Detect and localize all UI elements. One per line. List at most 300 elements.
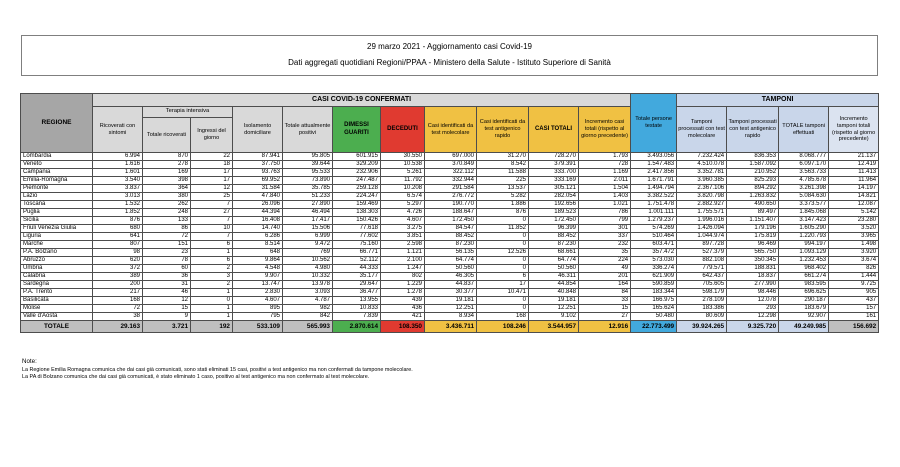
value-cell: 68.661 xyxy=(529,249,579,257)
value-cell: 5.261 xyxy=(381,169,425,177)
value-cell: 64.774 xyxy=(425,257,477,265)
value-cell: 19.181 xyxy=(425,297,477,305)
value-cell: 169 xyxy=(143,169,191,177)
table-row-piemonte xyxy=(21,185,879,193)
value-cell: 590.859 xyxy=(631,281,677,289)
value-cell: 51.233 xyxy=(283,193,333,201)
value-cell: 1.498 xyxy=(829,241,879,249)
value-cell: 157 xyxy=(829,305,879,313)
value-cell: 8.514 xyxy=(233,241,283,249)
table-row-totale xyxy=(21,321,879,333)
value-cell: 3.261.398 xyxy=(779,185,829,193)
value-cell: 3.851 xyxy=(381,233,425,241)
value-cell: 86 xyxy=(143,225,191,233)
value-cell: 1 xyxy=(191,305,233,313)
value-cell: 11.852 xyxy=(477,225,529,233)
table-row-liguria xyxy=(21,233,879,241)
value-cell: 7.232.424 xyxy=(677,153,727,161)
value-cell: 183.386 xyxy=(677,305,727,313)
value-cell: 337 xyxy=(579,233,631,241)
value-cell: 39.924.265 xyxy=(677,321,727,333)
value-cell: 3.013 xyxy=(93,193,143,201)
value-cell: 164 xyxy=(579,281,631,289)
table-row-toscana xyxy=(21,201,879,209)
value-cell: 1.532 xyxy=(93,201,143,209)
value-cell: 769 xyxy=(283,249,333,257)
value-cell: 436 xyxy=(381,305,425,313)
value-cell: 12.916 xyxy=(579,321,631,333)
value-cell: 3.674 xyxy=(829,257,879,265)
value-cell: 301 xyxy=(579,225,631,233)
group-header-casi-confermati: CASI COVID-19 CONFERMATI xyxy=(93,94,631,107)
value-cell: 232.906 xyxy=(333,169,381,177)
value-cell: 12.078 xyxy=(727,297,779,305)
region-name-cell: Molise xyxy=(21,305,93,313)
region-name-cell: P.A. Bolzano xyxy=(21,249,93,257)
value-cell: 372 xyxy=(93,265,143,273)
value-cell: 982 xyxy=(283,305,333,313)
value-cell: 836.353 xyxy=(727,153,779,161)
value-cell: 1.601 xyxy=(93,169,143,177)
value-cell: 95.533 xyxy=(283,169,333,177)
region-name-cell: Abruzzo xyxy=(21,257,93,265)
value-cell: 3.837 xyxy=(93,185,143,193)
value-cell: 50.480 xyxy=(631,313,677,321)
value-cell: 44.837 xyxy=(425,281,477,289)
value-cell: 26.096 xyxy=(233,201,283,209)
value-cell: 357.472 xyxy=(631,249,677,257)
value-cell: 9.907 xyxy=(233,273,283,281)
value-cell: 490.650 xyxy=(727,201,779,209)
report-subtitle: Dati aggregati quotidiani Regioni/PPAA - Ministero della Salute - Istituto Superiore di Sanità xyxy=(288,58,611,67)
value-cell: 56.135 xyxy=(425,249,477,257)
value-cell: 305.121 xyxy=(529,185,579,193)
value-cell: 6 xyxy=(477,273,529,281)
value-cell: 9.472 xyxy=(283,241,333,249)
col-header-totale-persone-testate: Totale persone testate xyxy=(631,94,677,153)
value-cell: 728 xyxy=(579,161,631,169)
value-cell: 1.278 xyxy=(381,289,425,297)
report-title-box xyxy=(21,35,878,76)
table-row-abruzzo xyxy=(21,257,879,265)
value-cell: 151 xyxy=(143,241,191,249)
region-name-cell: Campania xyxy=(21,169,93,177)
value-cell: 247.487 xyxy=(333,177,381,185)
value-cell: 12 xyxy=(191,185,233,193)
value-cell: 6.097.170 xyxy=(779,161,829,169)
region-name-cell: Veneto xyxy=(21,161,93,169)
value-cell: 4.785.678 xyxy=(779,177,829,185)
value-cell: 88.452 xyxy=(529,233,579,241)
region-name-cell: Emilia-Romagna xyxy=(21,177,93,185)
value-cell: 3.820.798 xyxy=(677,193,727,201)
value-cell: 437 xyxy=(829,297,879,305)
value-cell: 37.750 xyxy=(233,161,283,169)
value-cell: 87.941 xyxy=(233,153,283,161)
value-cell: 533.109 xyxy=(233,321,283,333)
value-cell: 30.377 xyxy=(425,289,477,297)
value-cell: 31.584 xyxy=(233,185,283,193)
value-cell: 3.965 xyxy=(829,233,879,241)
value-cell: 46 xyxy=(143,289,191,297)
notes-section xyxy=(22,358,862,380)
value-cell: 93.763 xyxy=(233,169,283,177)
value-cell: 5.297 xyxy=(381,201,425,209)
value-cell: 192.656 xyxy=(529,201,579,209)
col-header-tamponi-antigenico: Tamponi processati con test antigenico rapido xyxy=(727,107,779,153)
value-cell: 50.560 xyxy=(425,265,477,273)
value-cell: 12.419 xyxy=(829,161,879,169)
value-cell: 17.417 xyxy=(283,217,333,225)
value-cell: 18 xyxy=(191,161,233,169)
table-row-friuli-venezia-giulia xyxy=(21,225,879,233)
value-cell: 224.247 xyxy=(333,193,381,201)
value-cell: 598.179 xyxy=(677,289,727,297)
table-row-marche xyxy=(21,241,879,249)
value-cell: 165.624 xyxy=(631,305,677,313)
value-cell: 291.584 xyxy=(425,185,477,193)
value-cell: 98 xyxy=(93,249,143,257)
value-cell: 2 xyxy=(191,265,233,273)
value-cell: 35.177 xyxy=(333,273,381,281)
value-cell: 3.544.957 xyxy=(529,321,579,333)
value-cell: 138.303 xyxy=(333,209,381,217)
value-cell: 7 xyxy=(191,233,233,241)
value-cell: 2 xyxy=(191,281,233,289)
value-cell: 1.151.407 xyxy=(727,217,779,225)
value-cell: 894.292 xyxy=(727,185,779,193)
table-row-basilicata xyxy=(21,297,879,305)
value-cell: 621.909 xyxy=(631,273,677,281)
value-cell: 29.163 xyxy=(93,321,143,333)
value-cell: 15.506 xyxy=(283,225,333,233)
value-cell: 1 xyxy=(191,289,233,297)
value-cell: 27 xyxy=(579,313,631,321)
value-cell: 336.274 xyxy=(631,265,677,273)
value-cell: 276.772 xyxy=(425,193,477,201)
col-header-deceduti: DECEDUTI xyxy=(381,107,425,153)
value-cell: 5.084.630 xyxy=(779,193,829,201)
region-name-cell: TOTALE xyxy=(21,321,93,333)
value-cell: 12.526 xyxy=(477,249,529,257)
value-cell: 210.952 xyxy=(727,169,779,177)
region-name-cell: Liguria xyxy=(21,233,93,241)
value-cell: 6.999 xyxy=(283,233,333,241)
value-cell: 10.562 xyxy=(283,257,333,265)
table-row-veneto xyxy=(21,161,879,169)
value-cell: 84.547 xyxy=(425,225,477,233)
value-cell: 166.975 xyxy=(631,297,677,305)
value-cell: 876 xyxy=(477,209,529,217)
value-cell: 77.618 xyxy=(333,225,381,233)
value-cell: 46.494 xyxy=(283,209,333,217)
value-cell: 108.246 xyxy=(477,321,529,333)
value-cell: 333.700 xyxy=(529,169,579,177)
value-cell: 33 xyxy=(579,297,631,305)
value-cell: 565.750 xyxy=(727,249,779,257)
value-cell: 7 xyxy=(191,217,233,225)
value-cell: 87.230 xyxy=(425,241,477,249)
value-cell: 150.426 xyxy=(333,217,381,225)
value-cell: 3.493.056 xyxy=(631,153,677,161)
value-cell: 36 xyxy=(143,273,191,281)
value-cell: 1.121 xyxy=(381,249,425,257)
col-header-isolamento-domiciliare: Isolamento domiciliare xyxy=(233,107,283,153)
value-cell: 370.849 xyxy=(425,161,477,169)
value-cell: 1.996.016 xyxy=(677,217,727,225)
value-cell: 350.345 xyxy=(727,257,779,265)
value-cell: 895 xyxy=(233,305,283,313)
table-row-p-a-bolzano xyxy=(21,249,879,257)
value-cell: 0 xyxy=(477,305,529,313)
value-cell: 278.109 xyxy=(677,297,727,305)
value-cell: 705.605 xyxy=(677,281,727,289)
value-cell: 69.952 xyxy=(233,177,283,185)
value-cell: 4.980 xyxy=(283,265,333,273)
value-cell: 1 xyxy=(191,249,233,257)
value-cell: 12.087 xyxy=(829,201,879,209)
value-cell: 565.993 xyxy=(283,321,333,333)
col-header-casi-test-antigenico: Casi identificati da test antigenico rapido xyxy=(477,107,529,153)
value-cell: 661.274 xyxy=(779,273,829,281)
value-cell: 3.373.577 xyxy=(779,201,829,209)
region-name-cell: Basilicata xyxy=(21,297,93,305)
value-cell: 0 xyxy=(477,257,529,265)
table-row-lazio xyxy=(21,193,879,201)
value-cell: 0 xyxy=(477,217,529,225)
value-cell: 826 xyxy=(829,265,879,273)
value-cell: 6 xyxy=(191,257,233,265)
value-cell: 19.181 xyxy=(529,297,579,305)
value-cell: 108.350 xyxy=(381,321,425,333)
value-cell: 9 xyxy=(143,313,191,321)
value-cell: 574.269 xyxy=(631,225,677,233)
value-cell: 2.011 xyxy=(579,177,631,185)
col-header-ingressi-del-giorno: Ingressi del giorno xyxy=(191,118,233,153)
value-cell: 73.890 xyxy=(283,177,333,185)
value-cell: 277.990 xyxy=(727,281,779,289)
value-cell: 72 xyxy=(93,305,143,313)
value-cell: 1.403 xyxy=(579,193,631,201)
value-cell: 983.595 xyxy=(779,281,829,289)
value-cell: 17 xyxy=(191,177,233,185)
value-cell: 825.293 xyxy=(727,177,779,185)
value-cell: 168 xyxy=(477,313,529,321)
value-cell: 46.311 xyxy=(529,273,579,281)
value-cell: 364 xyxy=(143,185,191,193)
value-cell: 14.821 xyxy=(829,193,879,201)
value-cell: 648 xyxy=(233,249,283,257)
table-body xyxy=(21,153,879,333)
value-cell: 282.054 xyxy=(529,193,579,201)
value-cell: 17 xyxy=(477,281,529,289)
value-cell: 92.907 xyxy=(779,313,829,321)
region-name-cell: Calabria xyxy=(21,273,93,281)
value-cell: 22 xyxy=(191,153,233,161)
col-header-ricoverati-con-sintomi: Ricoverati con sintomi xyxy=(93,107,143,153)
value-cell: 52.112 xyxy=(333,257,381,265)
value-cell: 31 xyxy=(143,281,191,289)
value-cell: 39.644 xyxy=(283,161,333,169)
value-cell: 0 xyxy=(477,241,529,249)
value-cell: 1.247 xyxy=(381,265,425,273)
value-cell: 64.774 xyxy=(529,257,579,265)
table-row-emilia-romagna xyxy=(21,177,879,185)
value-cell: 89.497 xyxy=(727,209,779,217)
value-cell: 77.602 xyxy=(333,233,381,241)
value-cell: 96.469 xyxy=(727,241,779,249)
value-cell: 1.587.092 xyxy=(727,161,779,169)
value-cell: 179.196 xyxy=(727,225,779,233)
value-cell: 15 xyxy=(143,305,191,313)
value-cell: 172.450 xyxy=(529,217,579,225)
value-cell: 11.588 xyxy=(477,169,529,177)
value-cell: 44.394 xyxy=(233,209,283,217)
table-row-sicilia xyxy=(21,217,879,225)
region-name-cell: Sardegna xyxy=(21,281,93,289)
value-cell: 332.944 xyxy=(425,177,477,185)
value-cell: 0 xyxy=(191,297,233,305)
value-cell: 527.379 xyxy=(677,249,727,257)
value-cell: 30.550 xyxy=(381,153,425,161)
value-cell: 38 xyxy=(93,313,143,321)
value-cell: 4.607 xyxy=(381,217,425,225)
value-cell: 728.270 xyxy=(529,153,579,161)
value-cell: 10.332 xyxy=(283,273,333,281)
value-cell: 641 xyxy=(93,233,143,241)
value-cell: 188.647 xyxy=(425,209,477,217)
value-cell: 1 xyxy=(191,313,233,321)
region-name-cell: P.A. Trento xyxy=(21,289,93,297)
value-cell: 3.382.522 xyxy=(631,193,677,201)
value-cell: 1.220.793 xyxy=(779,233,829,241)
value-cell: 4.548 xyxy=(233,265,283,273)
value-cell: 6 xyxy=(191,241,233,249)
value-cell: 10.208 xyxy=(381,185,425,193)
value-cell: 3.147.423 xyxy=(779,217,829,225)
value-cell: 398 xyxy=(143,177,191,185)
value-cell: 21.137 xyxy=(829,153,879,161)
value-cell: 6.574 xyxy=(381,193,425,201)
note-line-1: La Regione Emilia Romagna comunica che dai casi già comunicati, sono stati eliminati 15 casi, positivi a test antigenico ma non confermati da tampone molecolare. xyxy=(22,366,413,373)
value-cell: 2.830 xyxy=(233,289,283,297)
value-cell: 262 xyxy=(143,201,191,209)
report-date-title: 29 marzo 2021 - Aggiornamento casi Covid-19 xyxy=(367,42,532,51)
value-cell: 1.605.290 xyxy=(779,225,829,233)
region-name-cell: Lombardia xyxy=(21,153,93,161)
value-cell: 25 xyxy=(191,193,233,201)
value-cell: 29.647 xyxy=(333,281,381,289)
value-cell: 4.510.078 xyxy=(677,161,727,169)
value-cell: 290.187 xyxy=(779,297,829,305)
value-cell: 2.100 xyxy=(381,257,425,265)
value-cell: 23.280 xyxy=(829,217,879,225)
value-cell: 22.773.499 xyxy=(631,321,677,333)
value-cell: 201 xyxy=(579,273,631,281)
value-cell: 697.000 xyxy=(425,153,477,161)
value-cell: 16.408 xyxy=(233,217,283,225)
value-cell: 5.142 xyxy=(829,209,879,217)
value-cell: 27 xyxy=(191,209,233,217)
value-cell: 3.275 xyxy=(381,225,425,233)
value-cell: 159.469 xyxy=(333,201,381,209)
value-cell: 7 xyxy=(191,201,233,209)
value-cell: 3.520 xyxy=(829,225,879,233)
value-cell: 96.399 xyxy=(529,225,579,233)
value-cell: 897.728 xyxy=(677,241,727,249)
value-cell: 1.001.111 xyxy=(631,209,677,217)
value-cell: 31.270 xyxy=(477,153,529,161)
value-cell: 78 xyxy=(143,257,191,265)
value-cell: 36.477 xyxy=(333,289,381,297)
value-cell: 329.209 xyxy=(333,161,381,169)
value-cell: 7.839 xyxy=(333,313,381,321)
col-header-tamponi-molecolare: Tamponi processati con test molecolare xyxy=(677,107,727,153)
value-cell: 905 xyxy=(829,289,879,297)
region-name-cell: Sicilia xyxy=(21,217,93,225)
value-cell: 1.504 xyxy=(579,185,631,193)
value-cell: 217 xyxy=(93,289,143,297)
value-cell: 72 xyxy=(143,233,191,241)
table-row-molise xyxy=(21,305,879,313)
value-cell: 3.721 xyxy=(143,321,191,333)
value-cell: 40.848 xyxy=(529,289,579,297)
notes-title: Note: xyxy=(22,358,37,365)
value-cell: 95.805 xyxy=(283,153,333,161)
group-header-terapia-intensiva: Terapia intensiva xyxy=(143,107,233,118)
note-line-2: La PA di Bolzano comunica che dai casi già comunicati, è stato eliminato 1 caso, positivo al test antigenico ma non confermato al test molecolare. xyxy=(22,374,370,381)
value-cell: 1.093.129 xyxy=(779,249,829,257)
value-cell: 13.747 xyxy=(233,281,283,289)
value-cell: 795 xyxy=(233,313,283,321)
value-cell: 225 xyxy=(477,177,529,185)
value-cell: 968.402 xyxy=(779,265,829,273)
value-cell: 1.755.571 xyxy=(677,209,727,217)
value-cell: 248 xyxy=(143,209,191,217)
value-cell: 15 xyxy=(579,305,631,313)
value-cell: 80.609 xyxy=(677,313,727,321)
region-name-cell: Toscana xyxy=(21,201,93,209)
value-cell: 1.751.478 xyxy=(631,201,677,209)
col-header-dimessi-guariti: DIMESSI GUARITI xyxy=(333,107,381,153)
value-cell: 510.464 xyxy=(631,233,677,241)
value-cell: 696.625 xyxy=(779,289,829,297)
value-cell: 2.598 xyxy=(381,241,425,249)
table-row-campania xyxy=(21,169,879,177)
value-cell: 27.890 xyxy=(283,201,333,209)
col-header-casi-test-molecolare: Casi identificati da test molecolare xyxy=(425,107,477,153)
value-cell: 1.232.453 xyxy=(779,257,829,265)
value-cell: 8.542 xyxy=(477,161,529,169)
value-cell: 6.994 xyxy=(93,153,143,161)
value-cell: 224 xyxy=(579,257,631,265)
value-cell: 1.616 xyxy=(93,161,143,169)
value-cell: 2.367.106 xyxy=(677,185,727,193)
value-cell: 9.325.720 xyxy=(727,321,779,333)
value-cell: 98.446 xyxy=(727,289,779,297)
value-cell: 156.692 xyxy=(829,321,879,333)
value-cell: 14.740 xyxy=(233,225,283,233)
value-cell: 12.251 xyxy=(529,305,579,313)
value-cell: 799 xyxy=(579,217,631,225)
region-name-cell: Lazio xyxy=(21,193,93,201)
value-cell: 11.792 xyxy=(381,177,425,185)
value-cell: 380 xyxy=(143,193,191,201)
value-cell: 1.279.237 xyxy=(631,217,677,225)
value-cell: 2.882.927 xyxy=(677,201,727,209)
value-cell: 9.102 xyxy=(529,313,579,321)
value-cell: 259.128 xyxy=(333,185,381,193)
